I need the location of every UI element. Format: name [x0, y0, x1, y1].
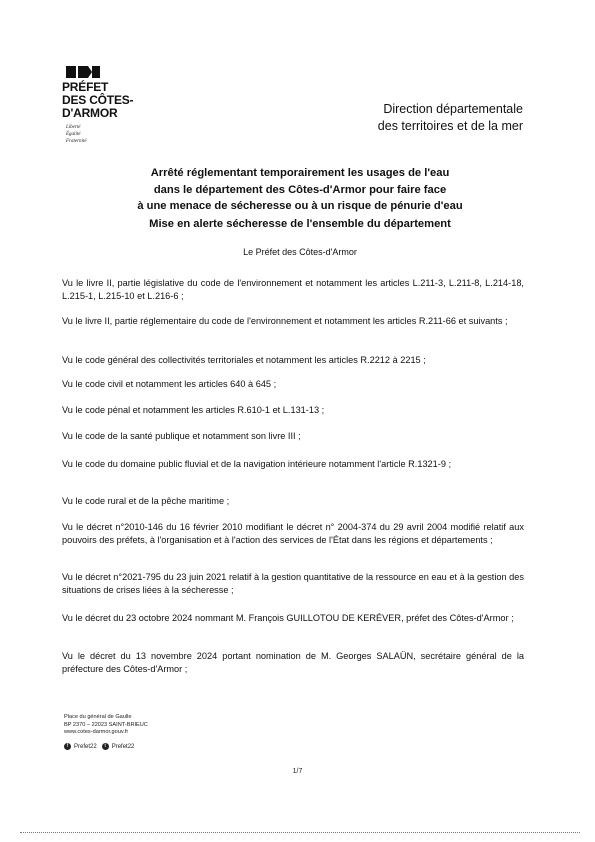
visa-paragraph: Vu le code rural et de la pêche maritime ; [62, 496, 230, 506]
footer-address: Place du général de Gaulle BP 2370 – 22023 SAINT-BRIEUC www.cotes-darmor.gouv.fr [64, 714, 184, 737]
facebook-icon: f [64, 743, 71, 750]
visa-paragraph: Vu le livre II, partie réglementaire du code de l'environnement et notamment les articles R.211-66 et suivants ; [62, 316, 508, 326]
social-links [64, 743, 134, 750]
republic-motto: Liberté Égalité Fraternité [66, 125, 87, 144]
visa-paragraph: Vu le code du domaine public fluvial et de la navigation intérieure notamment l'article R.1321-9 ; [62, 459, 452, 469]
visa-paragraph: Vu le code pénal et notamment les articles R.610-1 et L.131-13 ; [62, 405, 325, 415]
twitter-handle[interactable]: Prefet22 [111, 743, 135, 750]
twitter-icon: t [102, 743, 109, 750]
scan-edge-divider [20, 832, 580, 833]
visa-paragraph: Vu le code général des collectivités territoriales et notamment les articles R.2212 à 2215 ; [62, 355, 426, 365]
visa-paragraph: Vu le livre II, partie législative du code de l'environnement et notamment les articles L.211-3, L.211-8, L.214-18, L.215-1, L.215-10 et L.216-6 ; [62, 278, 524, 301]
prefet-line: Le Préfet des Côtes-d'Armor [243, 247, 357, 257]
visa-paragraph: Vu le code civil et notamment les articles 640 à 645 ; [62, 379, 277, 389]
prefet-title: PRÉFET DES CÔTES- D'ARMOR [62, 80, 134, 120]
visa-paragraph: Vu le décret du 13 novembre 2024 portant nomination de M. Georges SALAÜN, secrétaire général de la préfecture des Côtes-d'Armor ; [62, 651, 524, 674]
direction-name: Direction départementale des territoires et de la mer [377, 102, 523, 133]
page-number: 1/7 [292, 768, 303, 775]
visa-paragraph: Vu le code de la santé publique et notamment son livre III ; [62, 431, 301, 441]
website-link[interactable]: www.cotes-darmor.gouv.fr [64, 729, 129, 735]
marianne-icon [66, 64, 100, 80]
visa-paragraph: Vu le décret du 23 octobre 2024 nommant M. François GUILLOTOU DE KERÉVER, préfet des Côtes-d'Armor ; [62, 613, 514, 623]
visa-paragraph: Vu le décret n°2021-795 du 23 juin 2021 relatif à la gestion quantitative de la ressource en eau et à la gestion des situations de crises liées à la sécheresse ; [62, 572, 524, 595]
document-subtitle: Mise en alerte sécheresse de l'ensemble du département [149, 218, 451, 230]
visa-paragraph: Vu le décret n°2010-146 du 16 février 2010 modifiant le décret n° 2004-374 du 29 avril 2004 modifié relatif aux pouvoirs des préfets, à l'organisation et à l'action des services de l'État dans les régions et départements ; [62, 522, 524, 545]
facebook-handle[interactable]: Prefet22 [74, 743, 97, 750]
document-title: Arrêté réglementant temporairement les usages de l'eau dans le département des Côtes-d'Armor pour faire face à une menace de sécheresse ou à un risque de pénurie d'eau [137, 167, 463, 212]
